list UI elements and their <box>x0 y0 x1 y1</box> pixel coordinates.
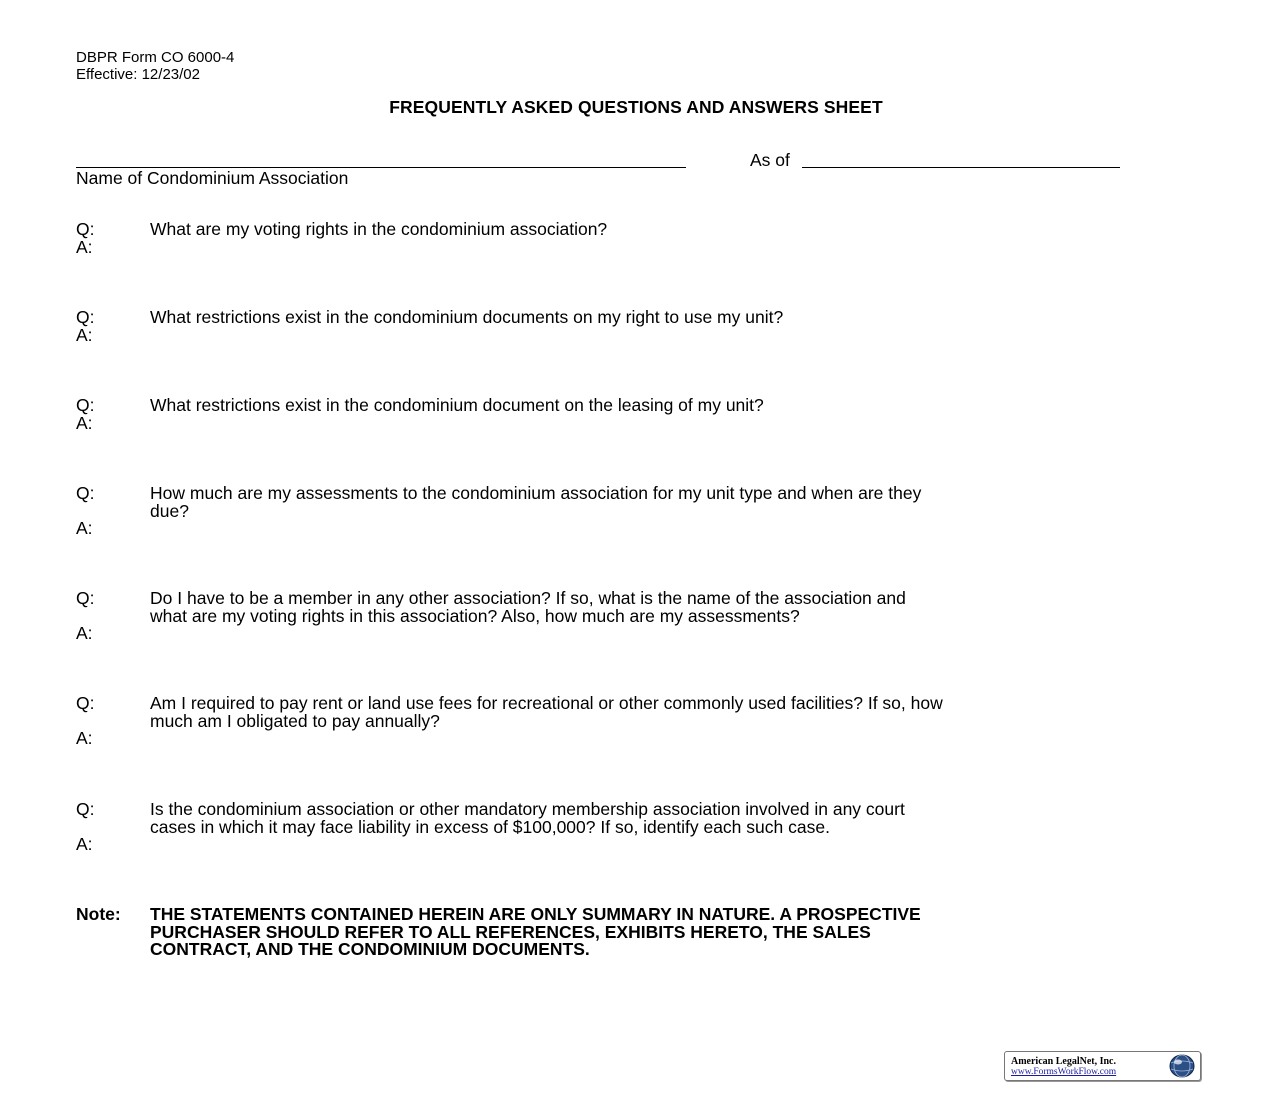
q-label: Q: <box>76 588 95 608</box>
answer-field[interactable] <box>150 239 1206 257</box>
effective-date: Effective: 12/23/02 <box>76 66 200 83</box>
a-label: A: <box>76 728 93 748</box>
logo-url-link[interactable]: www.FormsWorkFlow.com <box>1011 1067 1117 1077</box>
answer-field[interactable] <box>150 327 1206 345</box>
question-text: What restrictions exist in the condominium documents on my right to use my unit? <box>150 307 784 327</box>
globe-icon <box>1167 1054 1197 1078</box>
question-text: Do I have to be a member in any other association? If so, what is the name of the association and what are my voting rights in this association? Also, how much are my assessments? <box>150 588 906 626</box>
a-label: A: <box>76 623 93 643</box>
q-label: Q: <box>76 483 95 503</box>
page-title: FREQUENTLY ASKED QUESTIONS AND ANSWERS SHEET <box>389 97 883 117</box>
american-legalnet-logo[interactable] <box>1004 1051 1201 1081</box>
a-label: A: <box>76 412 93 433</box>
qa-item <box>76 801 1206 854</box>
q-label: Q: <box>76 693 95 713</box>
a-label: A: <box>76 518 93 538</box>
a-label: A: <box>76 236 93 257</box>
answer-field[interactable] <box>150 730 1206 748</box>
q-label: Q: <box>76 219 95 239</box>
qa-item <box>76 485 1206 538</box>
qa-item <box>76 309 1206 344</box>
note-label: Note: <box>76 904 121 924</box>
answer-field[interactable] <box>150 836 1206 854</box>
a-label: A: <box>76 834 93 854</box>
note-text: THE STATEMENTS CONTAINED HEREIN ARE ONLY SUMMARY IN NATURE. A PROSPECTIVE PURCHASER SHOULD REFER TO ALL REFERENCES, EXHIBITS HERETO, THE SALES CONTRACT, AND THE CONDOMINIUM DOCUMENTS. <box>150 904 921 959</box>
association-name-field[interactable] <box>76 150 686 168</box>
a-label: A: <box>76 324 93 345</box>
q-label: Q: <box>76 799 95 819</box>
logo-company: American LegalNet, Inc. <box>1011 1056 1116 1067</box>
q-label: Q: <box>76 307 95 327</box>
question-text: Is the condominium association or other mandatory membership association involved in any court cases in which it may face liability in excess of $100,000? If so, identify each such case. <box>150 799 905 837</box>
qa-item <box>76 695 1206 748</box>
answer-field[interactable] <box>150 520 1206 538</box>
qa-item <box>76 221 1206 256</box>
disclaimer-note <box>76 906 1206 959</box>
as-of-field[interactable] <box>802 150 1120 168</box>
form-header <box>76 49 234 83</box>
association-name-label: Name of Condominium Association <box>76 168 349 188</box>
question-text: What restrictions exist in the condominium document on the leasing of my unit? <box>150 395 764 415</box>
answer-field[interactable] <box>150 625 1206 643</box>
qa-item <box>76 397 1206 432</box>
qa-item <box>76 590 1206 643</box>
question-text: How much are my assessments to the condominium association for my unit type and when are they due? <box>150 483 922 521</box>
question-text: What are my voting rights in the condominium association? <box>150 219 608 239</box>
as-of-label: As of <box>750 150 790 170</box>
q-label: Q: <box>76 395 95 415</box>
question-text: Am I required to pay rent or land use fees for recreational or other commonly used facilities? If so, how much am I obligated to pay annually? <box>150 693 943 731</box>
form-number: DBPR Form CO 6000-4 <box>76 49 235 66</box>
answer-field[interactable] <box>150 415 1206 433</box>
